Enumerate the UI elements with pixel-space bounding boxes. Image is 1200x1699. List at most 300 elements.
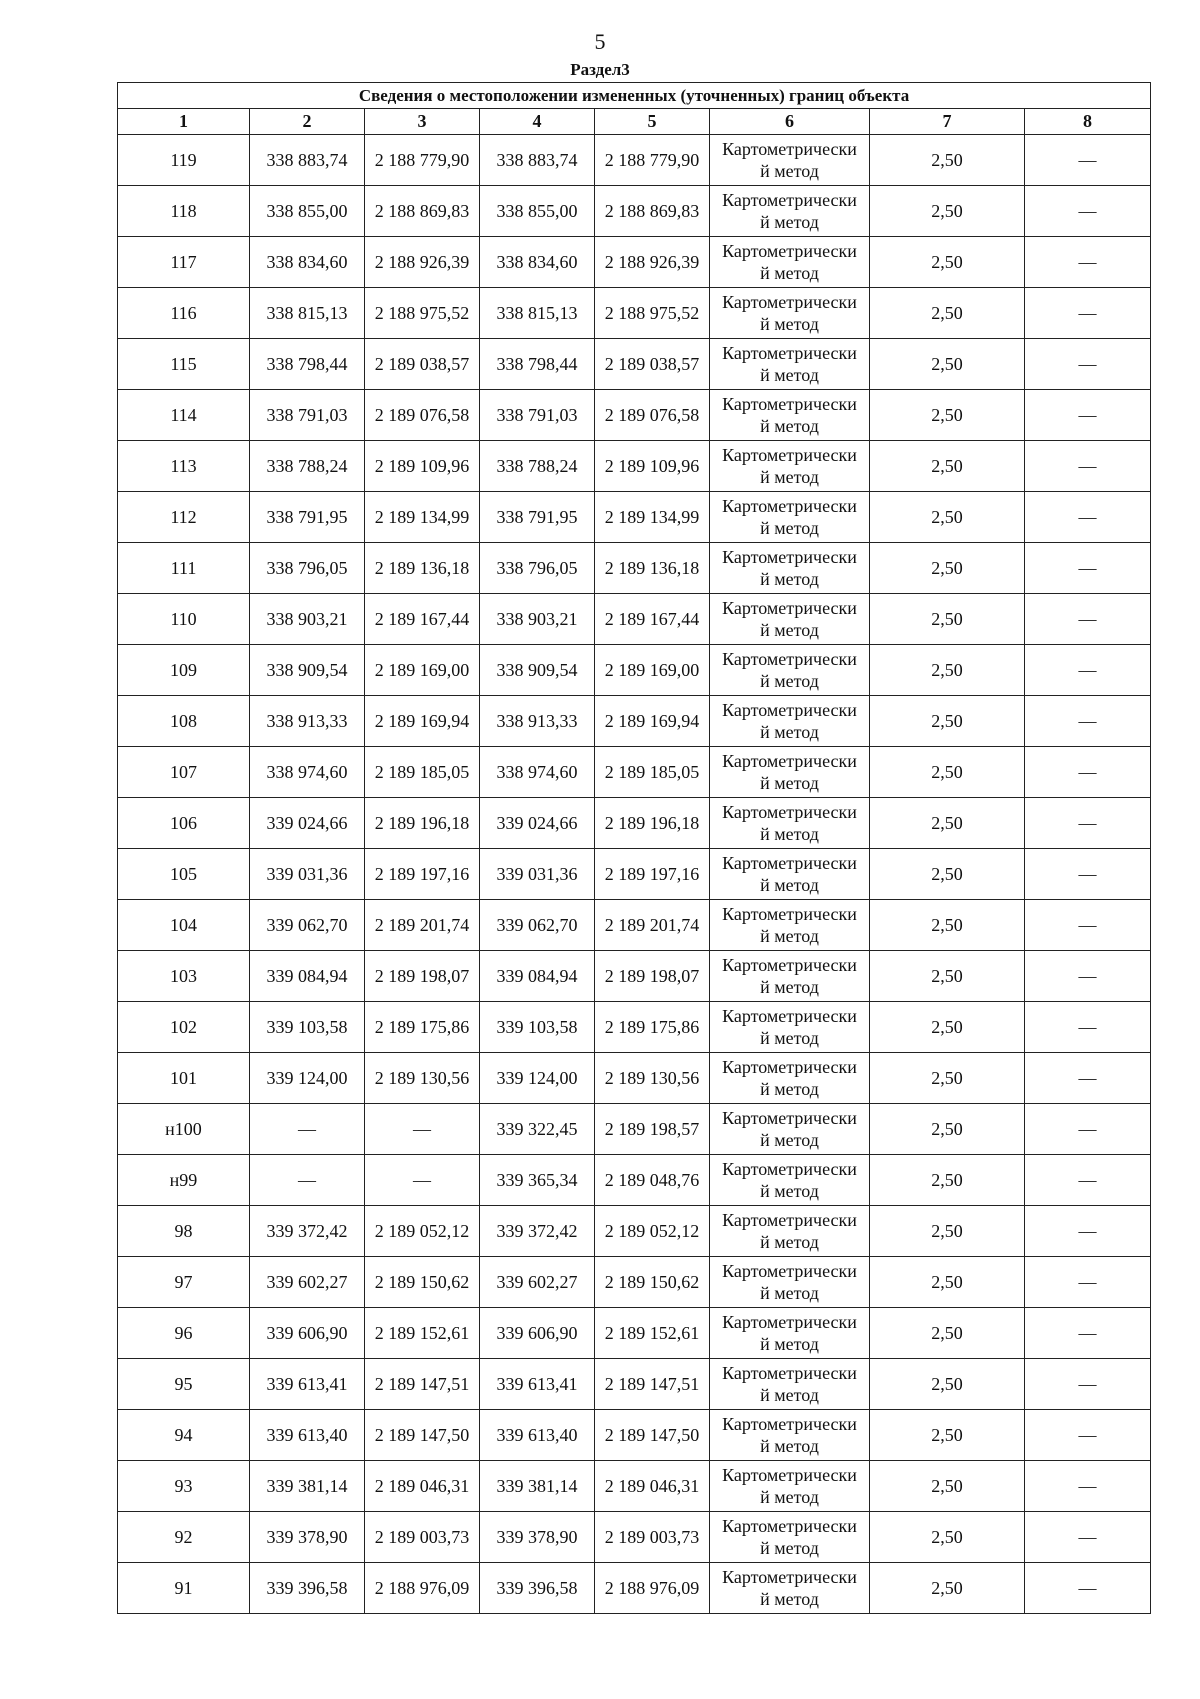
existing-x-cell: 339 124,00 (250, 1053, 365, 1104)
new-x-cell: 339 378,90 (480, 1512, 595, 1563)
new-x-cell: 338 974,60 (480, 747, 595, 798)
method-line-1: Картометрически (722, 496, 857, 516)
new-x-cell: 338 815,13 (480, 288, 595, 339)
method-cell (710, 1155, 870, 1206)
method-cell (710, 1257, 870, 1308)
point-number-cell: 102 (118, 1002, 250, 1053)
existing-y-cell: 2 189 038,57 (365, 339, 480, 390)
accuracy-cell: 2,50 (870, 747, 1025, 798)
description-cell: — (1025, 543, 1151, 594)
description-cell: — (1025, 798, 1151, 849)
existing-x-cell: 339 602,27 (250, 1257, 365, 1308)
new-x-cell: 339 613,40 (480, 1410, 595, 1461)
description-cell: — (1025, 135, 1151, 186)
method-line-1: Картометрически (722, 1210, 857, 1230)
existing-x-cell: 339 084,94 (250, 951, 365, 1002)
description-cell: — (1025, 1461, 1151, 1512)
existing-x-cell: 339 613,40 (250, 1410, 365, 1461)
description-cell: — (1025, 1104, 1151, 1155)
description-cell: — (1025, 747, 1151, 798)
method-line-2: й метод (760, 671, 819, 691)
existing-x-cell: 338 903,21 (250, 594, 365, 645)
method-line-1: Картометрически (722, 1516, 857, 1536)
method-line-1: Картометрически (722, 1567, 857, 1587)
method-line-1: Картометрически (722, 190, 857, 210)
method-line-1: Картометрически (722, 1465, 857, 1485)
column-header-6: 6 (710, 109, 870, 135)
description-cell: — (1025, 1359, 1151, 1410)
method-line-1: Картометрически (722, 700, 857, 720)
accuracy-cell: 2,50 (870, 288, 1025, 339)
new-y-cell: 2 189 147,50 (595, 1410, 710, 1461)
point-number-cell: 94 (118, 1410, 250, 1461)
new-x-cell: 338 798,44 (480, 339, 595, 390)
new-y-cell: 2 189 198,07 (595, 951, 710, 1002)
column-header-4: 4 (480, 109, 595, 135)
existing-x-cell: 339 381,14 (250, 1461, 365, 1512)
table-row (118, 1053, 1151, 1104)
description-cell: — (1025, 186, 1151, 237)
accuracy-cell: 2,50 (870, 1410, 1025, 1461)
accuracy-cell: 2,50 (870, 798, 1025, 849)
method-line-1: Картометрически (722, 394, 857, 414)
description-cell: — (1025, 390, 1151, 441)
point-number-cell: 93 (118, 1461, 250, 1512)
existing-y-cell: 2 188 976,09 (365, 1563, 480, 1614)
method-line-1: Картометрически (722, 241, 857, 261)
existing-x-cell: 339 031,36 (250, 849, 365, 900)
method-line-2: й метод (760, 722, 819, 742)
table-row (118, 1461, 1151, 1512)
accuracy-cell: 2,50 (870, 1206, 1025, 1257)
table-row (118, 1002, 1151, 1053)
table-body (118, 135, 1151, 1614)
existing-x-cell: 338 855,00 (250, 186, 365, 237)
description-cell: — (1025, 492, 1151, 543)
method-line-2: й метод (760, 620, 819, 640)
point-number-cell: 119 (118, 135, 250, 186)
table-row (118, 594, 1151, 645)
existing-y-cell: 2 189 136,18 (365, 543, 480, 594)
method-cell (710, 900, 870, 951)
new-y-cell: 2 189 147,51 (595, 1359, 710, 1410)
new-y-cell: 2 189 175,86 (595, 1002, 710, 1053)
table-row (118, 747, 1151, 798)
method-line-2: й метод (760, 1334, 819, 1354)
existing-x-cell: 338 788,24 (250, 441, 365, 492)
table-row (118, 1155, 1151, 1206)
method-cell (710, 237, 870, 288)
method-line-2: й метод (760, 773, 819, 793)
existing-y-cell: 2 189 185,05 (365, 747, 480, 798)
new-y-cell: 2 189 169,94 (595, 696, 710, 747)
description-cell: — (1025, 288, 1151, 339)
column-header-2: 2 (250, 109, 365, 135)
point-number-cell: 91 (118, 1563, 250, 1614)
new-x-cell: 338 791,03 (480, 390, 595, 441)
existing-x-cell: 338 791,95 (250, 492, 365, 543)
method-line-1: Картометрически (722, 853, 857, 873)
accuracy-cell: 2,50 (870, 441, 1025, 492)
method-line-2: й метод (760, 1385, 819, 1405)
new-y-cell: 2 189 003,73 (595, 1512, 710, 1563)
existing-y-cell: 2 189 169,94 (365, 696, 480, 747)
existing-y-cell: 2 189 109,96 (365, 441, 480, 492)
point-number-cell: 114 (118, 390, 250, 441)
method-line-2: й метод (760, 365, 819, 385)
existing-x-cell: — (250, 1155, 365, 1206)
existing-y-cell: 2 189 150,62 (365, 1257, 480, 1308)
point-number-cell: 108 (118, 696, 250, 747)
point-number-cell: 118 (118, 186, 250, 237)
method-cell (710, 1002, 870, 1053)
existing-x-cell: 339 606,90 (250, 1308, 365, 1359)
table-row (118, 441, 1151, 492)
point-number-cell: 110 (118, 594, 250, 645)
table-row (118, 900, 1151, 951)
new-x-cell: 338 909,54 (480, 645, 595, 696)
method-line-1: Картометрически (722, 1363, 857, 1383)
new-x-cell: 339 396,58 (480, 1563, 595, 1614)
method-line-1: Картометрически (722, 445, 857, 465)
existing-y-cell: 2 189 198,07 (365, 951, 480, 1002)
new-y-cell: 2 188 975,52 (595, 288, 710, 339)
accuracy-cell: 2,50 (870, 135, 1025, 186)
new-y-cell: 2 189 169,00 (595, 645, 710, 696)
accuracy-cell: 2,50 (870, 1155, 1025, 1206)
new-y-cell: 2 189 185,05 (595, 747, 710, 798)
new-y-cell: 2 189 197,16 (595, 849, 710, 900)
method-line-2: й метод (760, 1181, 819, 1201)
method-cell (710, 441, 870, 492)
new-y-cell: 2 189 150,62 (595, 1257, 710, 1308)
method-cell (710, 1461, 870, 1512)
page-number: 5 (594, 29, 606, 54)
existing-x-cell: 339 396,58 (250, 1563, 365, 1614)
method-line-2: й метод (760, 467, 819, 487)
method-cell (710, 543, 870, 594)
method-cell (710, 390, 870, 441)
method-line-1: Картометрически (722, 649, 857, 669)
new-x-cell: 339 613,41 (480, 1359, 595, 1410)
point-number-cell: н100 (118, 1104, 250, 1155)
method-cell (710, 339, 870, 390)
existing-x-cell: 339 613,41 (250, 1359, 365, 1410)
description-cell: — (1025, 441, 1151, 492)
new-x-cell: 339 084,94 (480, 951, 595, 1002)
method-cell (710, 798, 870, 849)
accuracy-cell: 2,50 (870, 1308, 1025, 1359)
method-line-1: Картометрически (722, 1261, 857, 1281)
existing-y-cell: 2 188 869,83 (365, 186, 480, 237)
table-row (118, 1257, 1151, 1308)
description-cell: — (1025, 951, 1151, 1002)
column-header-1: 1 (118, 109, 250, 135)
new-y-cell: 2 188 976,09 (595, 1563, 710, 1614)
accuracy-cell: 2,50 (870, 492, 1025, 543)
existing-x-cell: 338 791,03 (250, 390, 365, 441)
description-cell: — (1025, 1512, 1151, 1563)
point-number-cell: 112 (118, 492, 250, 543)
method-line-1: Картометрически (722, 802, 857, 822)
table-row (118, 339, 1151, 390)
method-line-1: Картометрически (722, 292, 857, 312)
method-cell (710, 849, 870, 900)
method-line-1: Картометрически (722, 1159, 857, 1179)
table-row (118, 798, 1151, 849)
new-y-cell: 2 188 779,90 (595, 135, 710, 186)
new-x-cell: 339 602,27 (480, 1257, 595, 1308)
method-line-2: й метод (760, 1232, 819, 1252)
point-number-cell: 105 (118, 849, 250, 900)
method-cell (710, 1308, 870, 1359)
new-y-cell: 2 189 130,56 (595, 1053, 710, 1104)
new-y-cell: 2 189 201,74 (595, 900, 710, 951)
point-number-cell: н99 (118, 1155, 250, 1206)
method-line-2: й метод (760, 569, 819, 589)
new-y-cell: 2 189 152,61 (595, 1308, 710, 1359)
method-line-2: й метод (760, 1283, 819, 1303)
accuracy-cell: 2,50 (870, 1002, 1025, 1053)
existing-x-cell: 338 798,44 (250, 339, 365, 390)
column-header-7: 7 (870, 109, 1025, 135)
method-cell (710, 696, 870, 747)
method-line-2: й метод (760, 875, 819, 895)
accuracy-cell: 2,50 (870, 594, 1025, 645)
new-x-cell: 339 031,36 (480, 849, 595, 900)
description-cell: — (1025, 1308, 1151, 1359)
method-cell (710, 1053, 870, 1104)
description-cell: — (1025, 849, 1151, 900)
new-y-cell: 2 189 109,96 (595, 441, 710, 492)
existing-y-cell: 2 189 175,86 (365, 1002, 480, 1053)
new-y-cell: 2 189 196,18 (595, 798, 710, 849)
new-y-cell: 2 188 926,39 (595, 237, 710, 288)
existing-y-cell: 2 188 975,52 (365, 288, 480, 339)
point-number-cell: 111 (118, 543, 250, 594)
method-cell (710, 1410, 870, 1461)
point-number-cell: 103 (118, 951, 250, 1002)
existing-x-cell: 338 974,60 (250, 747, 365, 798)
existing-x-cell: 338 815,13 (250, 288, 365, 339)
new-y-cell: 2 189 046,31 (595, 1461, 710, 1512)
method-line-2: й метод (760, 926, 819, 946)
new-y-cell: 2 189 076,58 (595, 390, 710, 441)
table-row (118, 849, 1151, 900)
method-cell (710, 594, 870, 645)
new-x-cell: 339 606,90 (480, 1308, 595, 1359)
new-x-cell: 339 372,42 (480, 1206, 595, 1257)
method-line-2: й метод (760, 212, 819, 232)
point-number-cell: 113 (118, 441, 250, 492)
description-cell: — (1025, 1257, 1151, 1308)
accuracy-cell: 2,50 (870, 645, 1025, 696)
description-cell: — (1025, 696, 1151, 747)
accuracy-cell: 2,50 (870, 1512, 1025, 1563)
column-header-8: 8 (1025, 109, 1151, 135)
existing-y-cell: 2 189 130,56 (365, 1053, 480, 1104)
table-row (118, 1308, 1151, 1359)
point-number-cell: 95 (118, 1359, 250, 1410)
description-cell: — (1025, 1206, 1151, 1257)
existing-y-cell: 2 188 926,39 (365, 237, 480, 288)
table-row (118, 1104, 1151, 1155)
method-line-2: й метод (760, 1538, 819, 1558)
new-y-cell: 2 189 136,18 (595, 543, 710, 594)
existing-y-cell: 2 189 152,61 (365, 1308, 480, 1359)
point-number-cell: 106 (118, 798, 250, 849)
column-header-5: 5 (595, 109, 710, 135)
existing-y-cell: 2 189 147,51 (365, 1359, 480, 1410)
method-line-1: Картометрически (722, 547, 857, 567)
accuracy-cell: 2,50 (870, 696, 1025, 747)
new-y-cell: 2 189 038,57 (595, 339, 710, 390)
new-x-cell: 338 834,60 (480, 237, 595, 288)
point-number-cell: 116 (118, 288, 250, 339)
accuracy-cell: 2,50 (870, 1053, 1025, 1104)
new-x-cell: 339 322,45 (480, 1104, 595, 1155)
existing-y-cell: 2 189 147,50 (365, 1410, 480, 1461)
point-number-cell: 109 (118, 645, 250, 696)
existing-x-cell: 338 909,54 (250, 645, 365, 696)
method-line-2: й метод (760, 314, 819, 334)
method-line-2: й метод (760, 1487, 819, 1507)
column-header-3: 3 (365, 109, 480, 135)
accuracy-cell: 2,50 (870, 1563, 1025, 1614)
new-y-cell: 2 189 134,99 (595, 492, 710, 543)
new-x-cell: 338 855,00 (480, 186, 595, 237)
method-line-1: Картометрически (722, 1414, 857, 1434)
existing-y-cell: 2 189 167,44 (365, 594, 480, 645)
description-cell: — (1025, 339, 1151, 390)
description-cell: — (1025, 594, 1151, 645)
description-cell: — (1025, 900, 1151, 951)
table-row (118, 492, 1151, 543)
method-line-2: й метод (760, 1079, 819, 1099)
existing-x-cell: — (250, 1104, 365, 1155)
table-row (118, 543, 1151, 594)
method-line-1: Картометрически (722, 1057, 857, 1077)
existing-y-cell: 2 189 197,16 (365, 849, 480, 900)
new-x-cell: 339 062,70 (480, 900, 595, 951)
existing-y-cell: — (365, 1155, 480, 1206)
table-row (118, 1359, 1151, 1410)
table-row (118, 645, 1151, 696)
existing-y-cell: 2 189 201,74 (365, 900, 480, 951)
new-y-cell: 2 189 167,44 (595, 594, 710, 645)
point-number-cell: 97 (118, 1257, 250, 1308)
method-line-1: Картометрически (722, 1006, 857, 1026)
method-cell (710, 1206, 870, 1257)
table-row (118, 288, 1151, 339)
existing-y-cell: 2 189 003,73 (365, 1512, 480, 1563)
table-row (118, 237, 1151, 288)
method-cell (710, 1104, 870, 1155)
new-x-cell: 338 791,95 (480, 492, 595, 543)
new-x-cell: 338 796,05 (480, 543, 595, 594)
new-x-cell: 338 903,21 (480, 594, 595, 645)
method-line-2: й метод (760, 1436, 819, 1456)
accuracy-cell: 2,50 (870, 186, 1025, 237)
method-line-2: й метод (760, 161, 819, 181)
point-number-cell: 98 (118, 1206, 250, 1257)
method-cell (710, 186, 870, 237)
method-line-1: Картометрически (722, 343, 857, 363)
accuracy-cell: 2,50 (870, 237, 1025, 288)
existing-y-cell: 2 189 134,99 (365, 492, 480, 543)
new-x-cell: 338 913,33 (480, 696, 595, 747)
existing-x-cell: 339 062,70 (250, 900, 365, 951)
existing-x-cell: 338 796,05 (250, 543, 365, 594)
method-line-1: Картометрически (722, 1108, 857, 1128)
table-row (118, 1206, 1151, 1257)
coordinates-table (117, 82, 1151, 1614)
description-cell: — (1025, 1563, 1151, 1614)
accuracy-cell: 2,50 (870, 1104, 1025, 1155)
accuracy-cell: 2,50 (870, 390, 1025, 441)
accuracy-cell: 2,50 (870, 900, 1025, 951)
description-cell: — (1025, 237, 1151, 288)
accuracy-cell: 2,50 (870, 1257, 1025, 1308)
method-cell (710, 951, 870, 1002)
point-number-cell: 104 (118, 900, 250, 951)
method-line-2: й метод (760, 824, 819, 844)
method-line-1: Картометрически (722, 751, 857, 771)
method-line-2: й метод (760, 518, 819, 538)
point-number-cell: 107 (118, 747, 250, 798)
method-line-1: Картометрически (722, 955, 857, 975)
new-x-cell: 339 103,58 (480, 1002, 595, 1053)
existing-y-cell: 2 189 169,00 (365, 645, 480, 696)
existing-x-cell: 338 913,33 (250, 696, 365, 747)
new-y-cell: 2 188 869,83 (595, 186, 710, 237)
existing-y-cell: 2 189 052,12 (365, 1206, 480, 1257)
method-cell (710, 1359, 870, 1410)
method-line-2: й метод (760, 416, 819, 436)
new-y-cell: 2 189 052,12 (595, 1206, 710, 1257)
existing-x-cell: 339 024,66 (250, 798, 365, 849)
method-cell (710, 747, 870, 798)
method-cell (710, 135, 870, 186)
description-cell: — (1025, 1002, 1151, 1053)
existing-y-cell: 2 189 046,31 (365, 1461, 480, 1512)
table-row (118, 951, 1151, 1002)
accuracy-cell: 2,50 (870, 951, 1025, 1002)
point-number-cell: 117 (118, 237, 250, 288)
table-row (118, 1410, 1151, 1461)
accuracy-cell: 2,50 (870, 1461, 1025, 1512)
existing-y-cell: 2 189 196,18 (365, 798, 480, 849)
table-row (118, 186, 1151, 237)
method-line-2: й метод (760, 1028, 819, 1048)
table-row (118, 1512, 1151, 1563)
table-row (118, 135, 1151, 186)
new-x-cell: 339 365,34 (480, 1155, 595, 1206)
existing-x-cell: 339 378,90 (250, 1512, 365, 1563)
new-y-cell: 2 189 048,76 (595, 1155, 710, 1206)
new-x-cell: 338 883,74 (480, 135, 595, 186)
new-x-cell: 339 024,66 (480, 798, 595, 849)
table-row (118, 390, 1151, 441)
table-row (118, 696, 1151, 747)
point-number-cell: 115 (118, 339, 250, 390)
point-number-cell: 101 (118, 1053, 250, 1104)
method-cell (710, 492, 870, 543)
method-cell (710, 1512, 870, 1563)
description-cell: — (1025, 1410, 1151, 1461)
existing-x-cell: 339 372,42 (250, 1206, 365, 1257)
method-line-2: й метод (760, 1130, 819, 1150)
